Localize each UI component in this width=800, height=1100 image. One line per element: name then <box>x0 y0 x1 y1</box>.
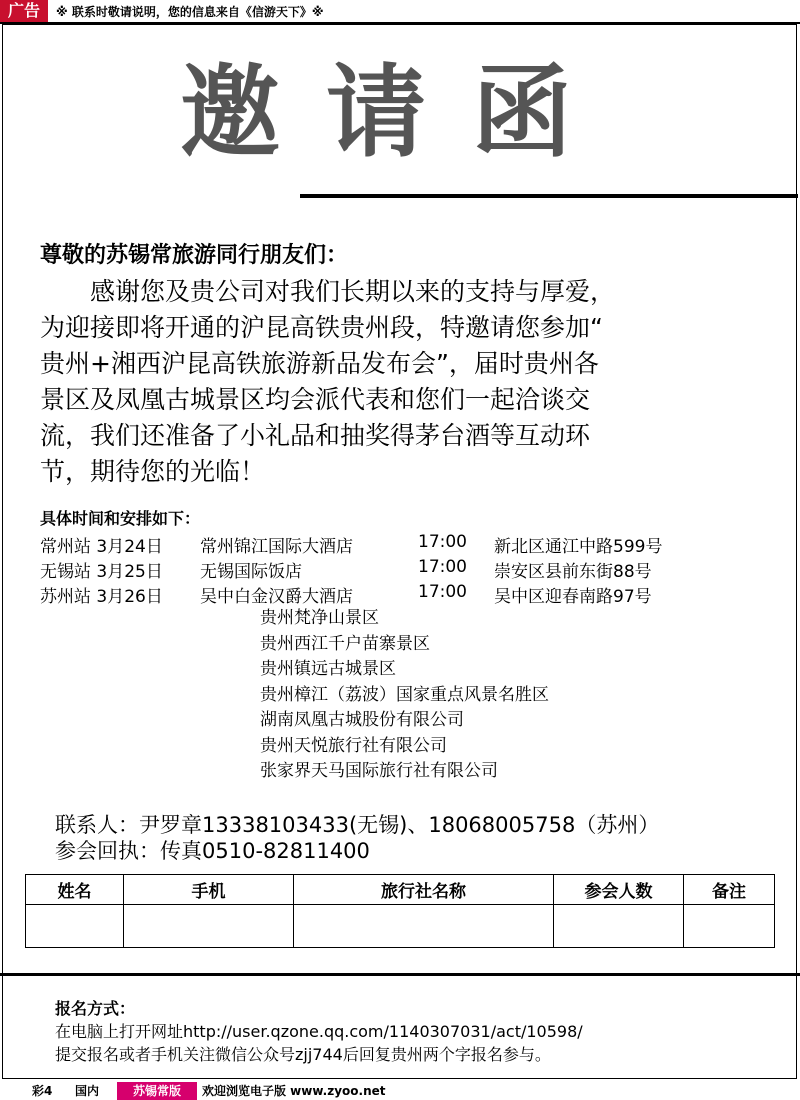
reply-form-table <box>25 874 775 948</box>
page-footer <box>0 1082 800 1100</box>
ad-source-note: ※ 联系时敬请说明，您的信息来自《信游天下》※ <box>56 5 324 19</box>
organizer-item: 贵州西江千户苗寨景区 <box>260 633 430 654</box>
col-name-header: 姓名 <box>26 875 124 905</box>
title-rule <box>300 194 798 198</box>
registration-url-line: 在电脑上打开网址http://user.qzone.qq.com/1140307031/act/10598/ <box>55 1022 583 1041</box>
name-cell <box>26 905 124 948</box>
schedule-address: 吴中区迎春南路97号 <box>494 587 652 607</box>
page-number: 彩4 <box>32 1084 53 1098</box>
letter-line: 感谢您及贵公司对我们长期以来的支持与厚爱， <box>40 277 616 306</box>
organizer-list <box>260 606 549 785</box>
contact-person: 联系人：尹罗章13338103433(无锡)、18068005758（苏州） <box>55 813 660 837</box>
registration-title: 报名方式： <box>55 999 136 1018</box>
schedule-time: 17:00 <box>418 557 467 577</box>
schedule-address: 崇安区县前东街88号 <box>494 562 652 582</box>
letter-line: 景区及凤凰古城景区均会派代表和您们一起洽谈交 <box>40 385 591 414</box>
page-title: 邀请函 <box>180 53 618 171</box>
schedule-hotel: 吴中白金汉爵大酒店 <box>200 587 353 607</box>
remarks-cell <box>684 905 775 948</box>
letter-greeting: 尊敬的苏锡常旅游同行朋友们： <box>40 243 349 268</box>
phone-cell <box>124 905 294 948</box>
col-attendees-header: 参会人数 <box>554 875 684 905</box>
schedule-hotel: 无锡国际饭店 <box>200 562 302 582</box>
organizer-item: 贵州樟江（荔波）国家重点风景名胜区 <box>260 684 549 705</box>
schedule-time: 17:00 <box>418 532 467 552</box>
organizer-item: 贵州镇远古城景区 <box>260 659 396 679</box>
schedule-time: 17:00 <box>418 582 467 602</box>
letter-body <box>40 274 770 490</box>
schedule-address: 新北区通江中路599号 <box>494 537 663 557</box>
col-phone-header: 手机 <box>124 875 294 905</box>
organizer-item: 张家界天马国际旅行社有限公司 <box>260 761 498 781</box>
section-name: 国内 <box>75 1084 100 1098</box>
e-edition-promo: 欢迎浏览电子版 www.zyoo.net <box>202 1084 386 1098</box>
attendees-cell <box>554 905 684 948</box>
col-agency-header: 旅行社名称 <box>294 875 554 905</box>
organizer-item: 湖南凤凰古城股份有限公司 <box>260 710 464 730</box>
col-remarks-header: 备注 <box>684 875 775 905</box>
edition-badge: 苏锡常版 <box>117 1082 197 1100</box>
ad-tag: 广告 <box>0 0 48 22</box>
schedule-station: 苏州站 3月26日 <box>40 587 163 607</box>
reply-fax: 参会回执：传真0510-82811400 <box>55 839 370 863</box>
section-rule <box>0 973 800 976</box>
registration-wechat-line: 提交报名或者手机关注微信公众号zjj744后回复贵州两个字报名参与。 <box>55 1045 551 1064</box>
letter-line: 节，期待您的光临！ <box>40 457 266 486</box>
schedule-station: 常州站 3月24日 <box>40 537 163 557</box>
letter-line: 为迎接即将开通的沪昆高铁贵州段，特邀请您参加“ <box>40 313 603 342</box>
contact-block <box>55 812 659 864</box>
schedule-station: 无锡站 3月25日 <box>40 562 163 582</box>
registration-block <box>55 997 583 1066</box>
reply-blank-row <box>26 905 775 948</box>
reply-header-row <box>26 875 775 905</box>
letter-line: 流，我们还准备了小礼品和抽奖得茅台酒等互动环 <box>40 421 591 450</box>
schedule-hotel: 常州锦江国际大酒店 <box>200 537 353 557</box>
schedule-heading: 具体时间和安排如下： <box>40 509 201 528</box>
organizer-item: 贵州梵净山景区 <box>260 608 379 628</box>
agency-cell <box>294 905 554 948</box>
letter-line: 贵州+湘西沪昆高铁旅游新品发布会”，届时贵州各 <box>40 349 599 378</box>
organizer-item: 贵州天悦旅行社有限公司 <box>260 735 447 756</box>
